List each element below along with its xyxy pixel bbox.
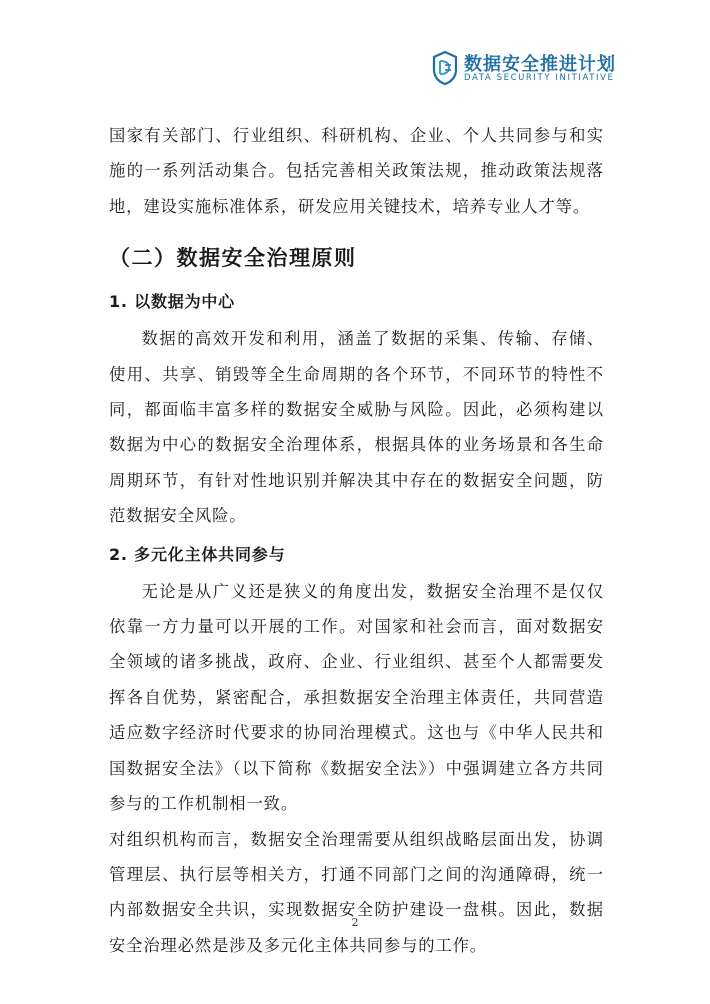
subsection-2-paragraph-2: 对组织机构而言，数据安全治理需要从组织战略层面出发，协调管理层、执行层等相关方，打通不同部门之间的沟通障碍，统一内部数据安全共识，实现数据安全防护建设一盘棋。因此，数据安全治理必然是涉及多元化主体共同参与的工作。: [109, 829, 604, 955]
subsection-1-paragraph-1: 数据的高效开发和利用，涵盖了数据的采集、传输、存储、使用、共享、销毁等全生命周期的各个环节，不同环节的特性不同，都面临丰富多样的数据安全威胁与风险。因此，必须构建以数据为中心的数据安全治理体系，根据具体的业务场景和各生命周期环节，有针对性地识别并解决其中存在的数据安全问题，防范数据安全风险。: [109, 329, 604, 526]
intro-paragraph: 国家有关部门、行业组织、科研机构、企业、个人共同参与和实施的一系列活动集合。包括完善相关政策法规，推动政策法规落地，建设实施标准体系，研发应用关键技术，培养专业人才等。: [109, 126, 604, 216]
document-body: [109, 118, 604, 963]
data-security-logo-icon: [432, 51, 458, 85]
section-heading: （二）数据安全治理原则: [109, 246, 357, 271]
subsection-heading-1: 1. 以数据为中心: [109, 292, 235, 312]
subsection-heading-2: 2. 多元化主体共同参与: [109, 544, 286, 564]
page-number: 2: [351, 916, 359, 929]
header-logo: [432, 49, 632, 91]
subsection-2-paragraph-1: 无论是从广义还是狭义的角度出发，数据安全治理不是仅仅依靠一方力量可以开展的工作。对国家和社会而言，面对数据安全领域的诸多挑战，政府、企业、行业组织、甚至个人都需要发挥各自优势，紧密配合，承担数据安全治理主体责任，共同营造适应数字经济时代要求的协同治理模式。这也与《中华人民共和国数据安全法》（以下简称《数据安全法》）中强调建立各方共同参与的工作机制相一致。: [109, 581, 604, 814]
logo-subtitle: DATA SECURITY INITIATIVE: [464, 73, 615, 83]
logo-title: 数据安全推进计划: [464, 54, 616, 75]
